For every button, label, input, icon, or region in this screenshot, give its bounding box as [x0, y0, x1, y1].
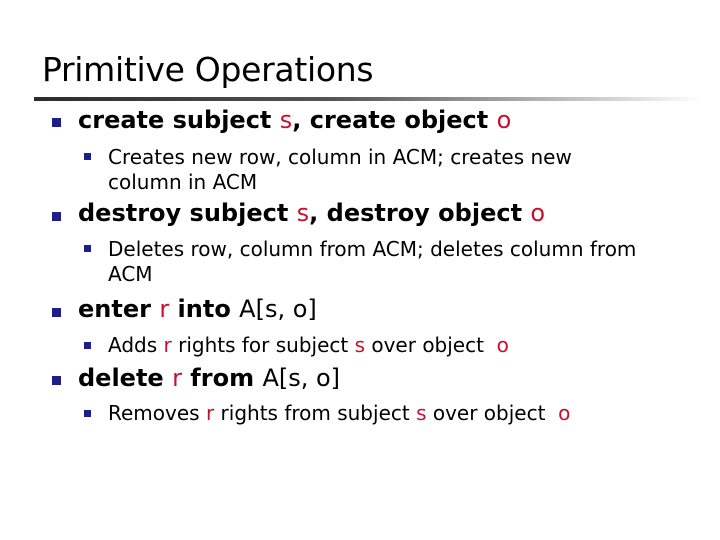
sub-bullet-square-icon	[84, 245, 91, 252]
item4-matrix-entry: A[s, o]	[262, 364, 341, 392]
bullet-create	[78, 106, 511, 134]
sub-bullet-create-line1: Creates new row, column in ACM; creates new	[108, 145, 572, 169]
bullet-square-icon	[52, 212, 61, 221]
item3-sub-var-r: r	[163, 333, 172, 357]
bullet-delete	[78, 364, 340, 392]
item2-var-o: o	[530, 199, 546, 227]
item3-var-r: r	[159, 295, 170, 323]
item3-sub-var-o: o	[496, 333, 509, 357]
sub-bullet-enter	[108, 333, 509, 357]
bullet-square-icon	[52, 308, 61, 317]
item3-sub-a: Adds	[108, 333, 164, 357]
item4-sub-var-r: r	[205, 401, 215, 425]
item4-sub-b: rights from subject	[214, 401, 417, 425]
item4-text-b: from	[181, 364, 263, 392]
sub-bullet-destroy-line2: ACM	[108, 262, 153, 286]
item4-sub-var-s: s	[416, 401, 427, 425]
sub-bullet-delete	[108, 401, 570, 425]
bullet-square-icon	[52, 376, 61, 385]
item2-text-a: destroy subject	[78, 199, 297, 227]
item3-sub-var-s: s	[354, 333, 365, 357]
item1-var-s: s	[279, 106, 293, 134]
slide-title: Primitive Operations	[42, 50, 374, 89]
item4-sub-c: over object	[426, 401, 559, 425]
bullet-enter	[78, 295, 317, 323]
item3-matrix-entry: A[s, o]	[239, 295, 317, 323]
item3-sub-b: rights for subject	[171, 333, 355, 357]
item4-var-r: r	[172, 364, 182, 392]
item1-text-a: create subject	[78, 106, 280, 134]
item1-var-o: o	[496, 106, 512, 134]
sub-bullet-create-line2: column in ACM	[108, 170, 258, 194]
sub-bullet-square-icon	[84, 342, 91, 349]
item1-text-b: , create object	[292, 106, 497, 134]
bullet-destroy	[78, 199, 545, 227]
item3-text-b: into	[169, 295, 240, 323]
item4-sub-var-o: o	[558, 401, 571, 425]
bullet-square-icon	[52, 118, 61, 127]
item3-sub-c: over object	[365, 333, 497, 357]
item3-text-a: enter	[78, 295, 160, 323]
item4-sub-a: Removes	[108, 401, 206, 425]
item2-var-s: s	[296, 199, 310, 227]
sub-bullet-square-icon	[84, 410, 91, 417]
item4-text-a: delete	[78, 364, 173, 392]
title-divider	[34, 97, 704, 101]
sub-bullet-destroy-line1: Deletes row, column from ACM; deletes column from	[108, 237, 637, 261]
item2-text-b: , destroy object	[309, 199, 531, 227]
sub-bullet-square-icon	[84, 153, 91, 160]
